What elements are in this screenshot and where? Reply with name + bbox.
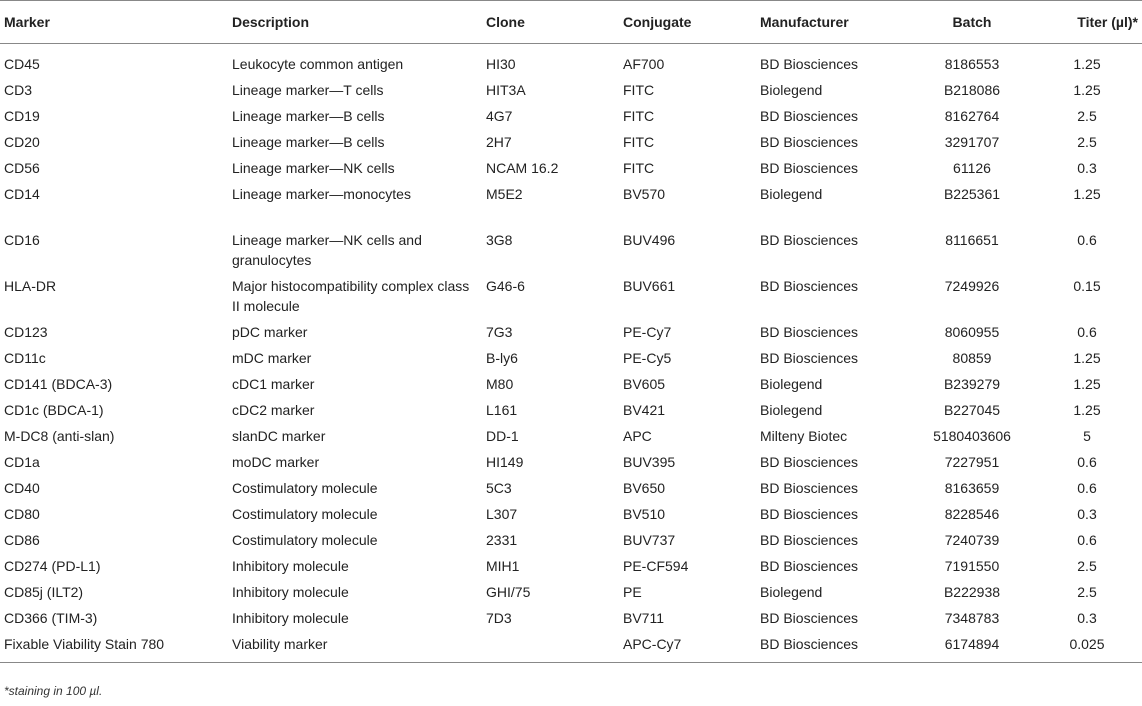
cell-description: Costimulatory molecule (232, 480, 378, 496)
cell-manufacturer: Biolegend (760, 584, 823, 600)
cell-marker: CD80 (4, 506, 40, 522)
table-row (0, 228, 1142, 274)
cell-clone: G46-6 (486, 278, 525, 294)
cell-titer: 0.6 (1077, 454, 1097, 470)
cell-manufacturer: Biolegend (760, 186, 823, 202)
cell-batch: 7348783 (944, 610, 1000, 626)
cell-clone: 2331 (486, 532, 518, 548)
cell-batch: 8116651 (945, 232, 999, 248)
cell-clone: MIH1 (486, 558, 520, 574)
cell-clone: M5E2 (486, 186, 523, 202)
cell-titer: 0.3 (1077, 160, 1097, 176)
cell-marker: CD11c (4, 350, 46, 366)
cell-manufacturer: BD Biosciences (760, 558, 859, 574)
cell-batch: 61126 (953, 160, 991, 176)
cell-manufacturer: Biolegend (760, 376, 823, 392)
cell-clone: HI149 (486, 454, 524, 470)
cell-marker: CD45 (4, 56, 40, 72)
cell-description: Lineage marker—NK cells and granulocytes (232, 232, 422, 268)
cell-batch: 80859 (952, 350, 992, 366)
cell-manufacturer: BD Biosciences (760, 134, 859, 150)
cell-conjugate: PE-CF594 (623, 558, 689, 574)
cell-batch: 8228546 (944, 506, 1000, 522)
cell-conjugate: FITC (623, 160, 655, 176)
cell-manufacturer: BD Biosciences (760, 610, 859, 626)
cell-batch: 8186553 (944, 56, 1000, 72)
table-row (0, 554, 1142, 580)
cell-marker: CD19 (4, 108, 40, 124)
cell-clone: M80 (486, 376, 514, 392)
cell-description: Lineage marker—T cells (232, 82, 384, 98)
cell-conjugate: PE-Cy7 (623, 324, 672, 340)
cell-description: Viability marker (228, 632, 482, 663)
cell-titer: 0.025 (1032, 632, 1142, 663)
cell-marker: CD123 (4, 324, 48, 340)
cell-manufacturer: BD Biosciences (760, 532, 859, 548)
table-row (0, 182, 1142, 228)
cell-description: Lineage marker—NK cells (232, 160, 395, 176)
table-row (0, 502, 1142, 528)
table-row (0, 450, 1142, 476)
cell-marker: CD85j (ILT2) (4, 584, 84, 600)
cell-titer: 0.6 (1077, 532, 1097, 548)
cell-clone: HIT3A (486, 82, 526, 98)
header-manufacturer: Manufacturer (756, 1, 912, 44)
table-row (0, 606, 1142, 632)
cell-conjugate: BV650 (623, 480, 666, 496)
cell-clone: 7D3 (486, 610, 512, 626)
cell-conjugate: PE-Cy5 (623, 350, 672, 366)
cell-conjugate: PE (623, 584, 642, 600)
cell-clone: DD-1 (486, 428, 519, 444)
cell-description: cDC2 marker (232, 402, 315, 418)
cell-description: Leukocyte common antigen (232, 56, 404, 72)
cell-description: Costimulatory molecule (232, 506, 378, 522)
cell-marker: M-DC8 (anti-slan) (4, 428, 115, 444)
cell-marker: CD56 (4, 160, 40, 176)
cell-description: Costimulatory molecule (232, 532, 378, 548)
cell-titer: 1.25 (1073, 82, 1101, 98)
cell-conjugate: FITC (623, 108, 655, 124)
cell-clone: 3G8 (486, 232, 513, 248)
cell-conjugate: BUV661 (623, 278, 676, 294)
cell-description: Inhibitory molecule (232, 558, 349, 574)
table-row (0, 632, 1142, 663)
cell-batch: 3291707 (944, 134, 1000, 150)
header-marker: Marker (0, 1, 228, 44)
cell-conjugate: BV605 (623, 376, 666, 392)
table-row (0, 528, 1142, 554)
cell-titer: 0.15 (1073, 278, 1101, 294)
cell-titer: 1.25 (1073, 56, 1101, 72)
cell-batch: 8162764 (944, 108, 1000, 124)
cell-conjugate: BV510 (623, 506, 666, 522)
cell-marker: CD274 (PD-L1) (4, 558, 101, 574)
cell-clone: L307 (486, 506, 518, 522)
cell-titer: 0.3 (1077, 506, 1097, 522)
table-row (0, 320, 1142, 346)
cell-conjugate: BUV737 (623, 532, 676, 548)
cell-conjugate: FITC (623, 82, 655, 98)
table-header-row (0, 1, 1142, 44)
cell-manufacturer: BD Biosciences (760, 56, 859, 72)
cell-batch: B239279 (943, 376, 1001, 392)
cell-titer: 1.25 (1073, 186, 1101, 202)
cell-manufacturer: BD Biosciences (760, 480, 859, 496)
cell-batch: 7249926 (944, 278, 1000, 294)
cell-manufacturer: BD Biosciences (760, 324, 859, 340)
cell-description: Major histocompatibility complex class II molecule (232, 278, 470, 314)
cell-titer: 2.5 (1077, 584, 1097, 600)
cell-conjugate: BUV395 (623, 454, 676, 470)
cell-manufacturer: BD Biosciences (760, 278, 859, 294)
table-row (0, 78, 1142, 104)
cell-clone: HI30 (486, 56, 516, 72)
cell-batch: 5180403606 (933, 428, 1011, 444)
cell-marker: CD86 (4, 532, 40, 548)
cell-manufacturer: BD Biosciences (760, 160, 859, 176)
cell-clone: GHI/75 (486, 584, 531, 600)
cell-conjugate: FITC (623, 134, 655, 150)
table-row (0, 346, 1142, 372)
table-row (0, 476, 1142, 502)
cell-conjugate: AF700 (623, 56, 665, 72)
header-clone: Clone (482, 1, 619, 44)
cell-titer: 0.6 (1077, 232, 1097, 248)
cell-batch: 7240739 (944, 532, 1000, 548)
table-footnote: *staining in 100 µl. (4, 684, 103, 698)
cell-manufacturer: Biolegend (760, 402, 823, 418)
cell-clone: 7G3 (486, 324, 513, 340)
cell-description: moDC marker (232, 454, 320, 470)
cell-description: cDC1 marker (232, 376, 315, 392)
table-row (0, 130, 1142, 156)
header-description: Description (228, 1, 482, 44)
cell-titer: 0.6 (1077, 480, 1097, 496)
cell-clone: 2H7 (486, 134, 512, 150)
cell-titer: 1.25 (1073, 402, 1101, 418)
cell-batch: 8060955 (944, 324, 1000, 340)
cell-batch: 8163659 (944, 480, 1000, 496)
cell-clone: 4G7 (486, 108, 513, 124)
cell-description: Lineage marker—B cells (232, 134, 385, 150)
cell-conjugate: BV711 (623, 610, 664, 626)
table-body (0, 44, 1142, 663)
cell-titer: 0.6 (1077, 324, 1097, 340)
table-row (0, 274, 1142, 320)
cell-clone: B-ly6 (486, 350, 518, 366)
cell-manufacturer: Biolegend (760, 82, 823, 98)
cell-clone (482, 632, 619, 663)
cell-titer: 0.3 (1077, 610, 1097, 626)
header-batch: Batch (912, 1, 1032, 44)
cell-titer: 5 (1083, 428, 1091, 444)
cell-description: Lineage marker—monocytes (232, 186, 411, 202)
cell-conjugate: BUV496 (623, 232, 676, 248)
cell-batch: B218086 (943, 82, 1001, 98)
cell-description: Inhibitory molecule (232, 610, 349, 626)
cell-description: slanDC marker (232, 428, 326, 444)
cell-description: pDC marker (232, 324, 308, 340)
cell-titer: 2.5 (1077, 558, 1097, 574)
table-row (0, 104, 1142, 130)
cell-batch: 7191550 (944, 558, 1000, 574)
header-titer: Titer (µl)* (1032, 1, 1142, 44)
table-row (0, 156, 1142, 182)
cell-manufacturer: BD Biosciences (760, 506, 859, 522)
cell-marker: CD3 (4, 82, 33, 98)
cell-manufacturer: Milteny Biotec (760, 428, 848, 444)
cell-clone: 5C3 (486, 480, 512, 496)
cell-conjugate: BV570 (623, 186, 666, 202)
cell-marker: CD366 (TIM-3) (4, 610, 98, 626)
cell-titer: 2.5 (1077, 134, 1097, 150)
cell-conjugate: APC-Cy7 (619, 632, 756, 663)
cell-titer: 1.25 (1073, 350, 1101, 366)
cell-titer: 2.5 (1077, 108, 1097, 124)
cell-manufacturer: BD Biosciences (760, 232, 859, 248)
cell-description: Lineage marker—B cells (232, 108, 385, 124)
cell-marker: CD141 (BDCA-3) (4, 376, 113, 392)
cell-batch: B222938 (943, 584, 1001, 600)
cell-marker: CD1c (BDCA-1) (4, 402, 104, 418)
cell-marker: Fixable Viability Stain 780 (0, 632, 228, 663)
cell-marker: HLA-DR (4, 278, 57, 294)
table-row (0, 424, 1142, 450)
cell-manufacturer: BD Biosciences (760, 454, 859, 470)
cell-manufacturer: BD Biosciences (756, 632, 912, 663)
table-row (0, 580, 1142, 606)
cell-marker: CD20 (4, 134, 40, 150)
cell-titer: 1.25 (1073, 376, 1101, 392)
cell-manufacturer: BD Biosciences (760, 108, 859, 124)
cell-clone: NCAM 16.2 (486, 160, 559, 176)
cell-marker: CD40 (4, 480, 40, 496)
cell-batch: B225361 (943, 186, 1001, 202)
cell-conjugate: BV421 (623, 402, 666, 418)
cell-marker: CD16 (4, 232, 40, 248)
header-conjugate: Conjugate (619, 1, 756, 44)
cell-description: Inhibitory molecule (232, 584, 349, 600)
cell-clone: L161 (486, 402, 518, 418)
cell-batch: 7227951 (944, 454, 1000, 470)
cell-conjugate: APC (623, 428, 652, 444)
cell-manufacturer: BD Biosciences (760, 350, 859, 366)
cell-marker: CD14 (4, 186, 40, 202)
table-row (0, 44, 1142, 79)
cell-batch: B227045 (943, 402, 1001, 418)
cell-marker: CD1a (4, 454, 40, 470)
table-row (0, 398, 1142, 424)
cell-batch: 6174894 (912, 632, 1032, 663)
cell-description: mDC marker (232, 350, 312, 366)
table-row (0, 372, 1142, 398)
